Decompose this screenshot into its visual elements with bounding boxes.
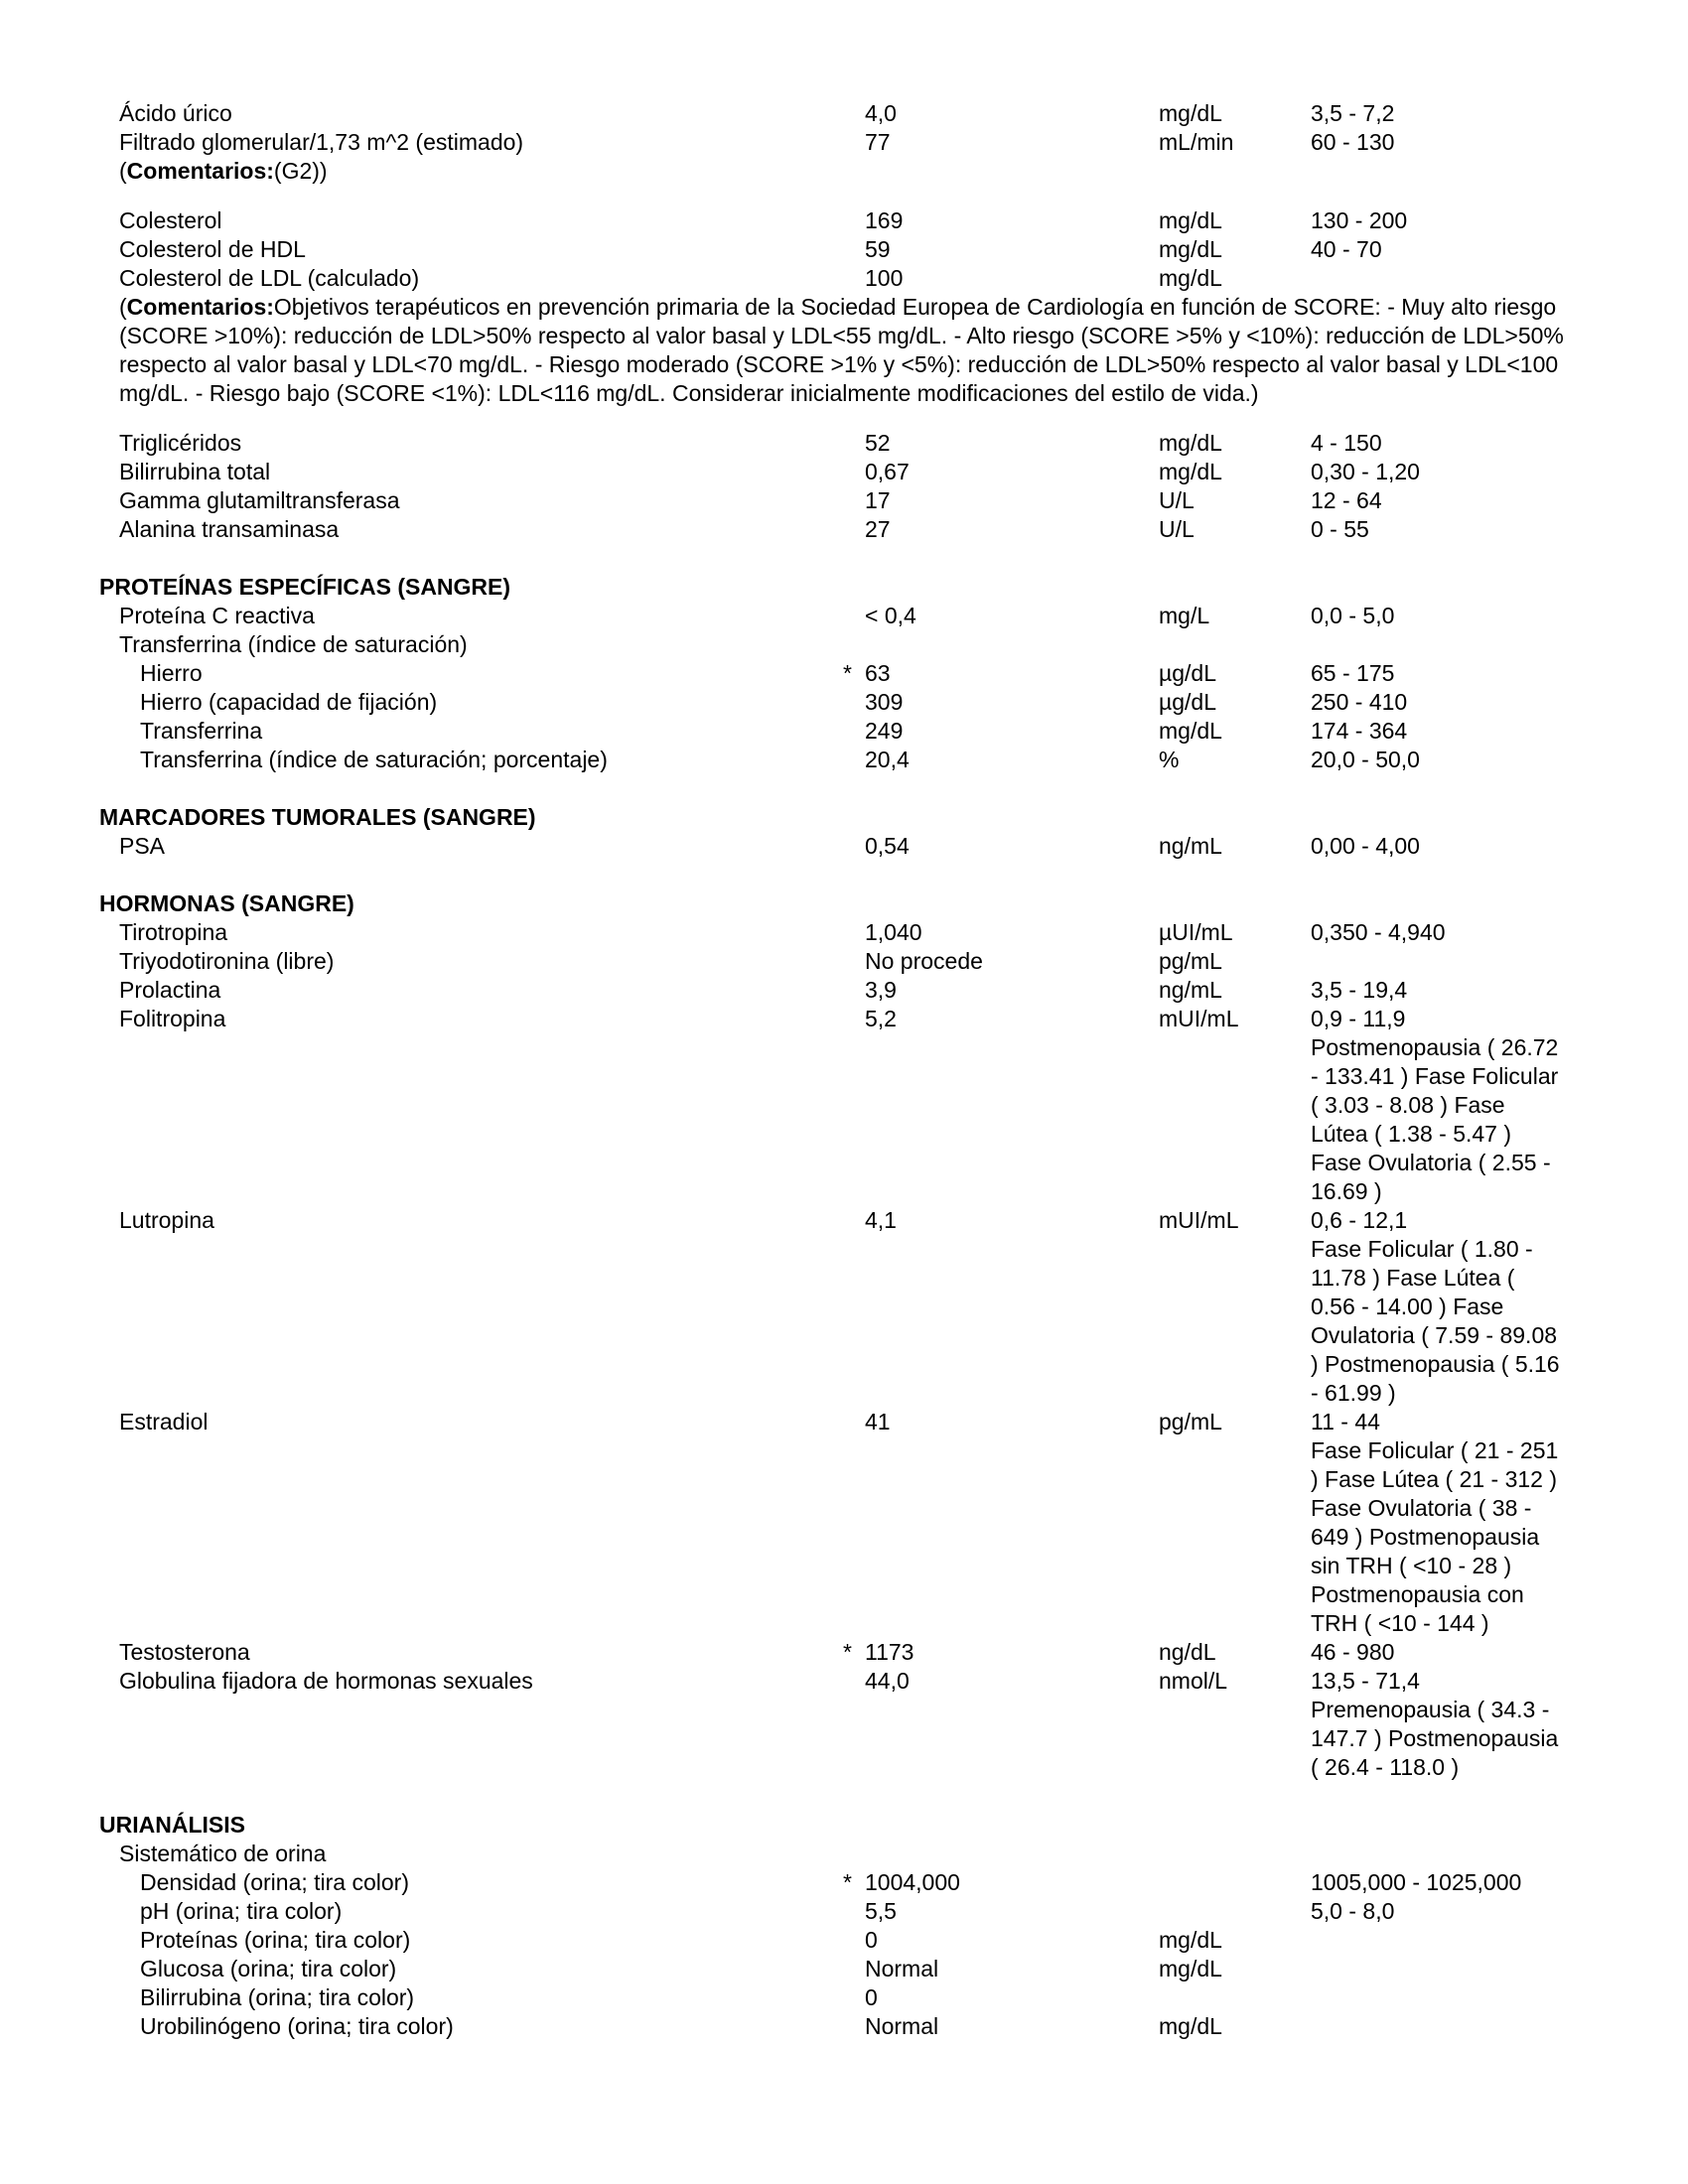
test-name: Bilirrubina total — [119, 459, 271, 484]
test-name: Glucosa (orina; tira color) — [140, 1956, 397, 1981]
result-unit: µg/dL — [1159, 660, 1217, 686]
reference-range: 0,00 - 4,00 — [1311, 833, 1420, 859]
reference-range: 174 - 364 — [1311, 718, 1408, 744]
result-value: 63 — [865, 660, 891, 686]
section-header-proteinas — [0, 573, 1688, 602]
section-proteinas — [0, 602, 1688, 774]
test-name: Estradiol — [119, 1409, 209, 1434]
section-title: URIANÁLISIS — [99, 1812, 245, 1838]
result-unit: mUI/mL — [1159, 1006, 1239, 1031]
reference-range-note: ) Fase Lútea ( 21 - 312 ) — [1311, 1466, 1558, 1492]
result-unit: mL/min — [1159, 129, 1234, 155]
result-row — [0, 1983, 1688, 2012]
result-unit: ng/mL — [1159, 977, 1222, 1003]
result-row — [0, 1840, 1688, 1868]
reference-range-note: sin TRH ( <10 - 28 ) — [1311, 1553, 1512, 1578]
reference-range-note: Ovulatoria ( 7.59 - 89.08 — [1311, 1322, 1558, 1348]
result-unit: mg/dL — [1159, 207, 1222, 233]
lab-report-page — [0, 99, 1688, 2041]
result-unit: ng/mL — [1159, 833, 1222, 859]
result-unit: mg/dL — [1159, 236, 1222, 262]
reference-range-note: Fase Folicular ( 21 - 251 — [1311, 1437, 1559, 1463]
result-row — [0, 746, 1688, 774]
reference-range: 3,5 - 19,4 — [1311, 977, 1408, 1003]
reference-range-note: Fase Folicular ( 1.80 - — [1311, 1236, 1533, 1262]
abnormal-flag: * — [843, 1639, 852, 1665]
result-unit: nmol/L — [1159, 1668, 1228, 1694]
result-value: 309 — [865, 689, 904, 715]
section-urianalisis — [0, 1840, 1688, 2041]
result-unit: mg/dL — [1159, 718, 1222, 744]
reference-range-note: Postmenopausia ( 26.72 — [1311, 1034, 1559, 1060]
result-unit: mg/L — [1159, 603, 1210, 628]
reference-range — [1311, 1667, 1594, 1782]
test-name: Colesterol — [119, 207, 222, 233]
result-value: 0,67 — [865, 459, 910, 484]
reference-range — [1311, 1005, 1594, 1206]
result-row — [0, 206, 1688, 235]
test-name: Folitropina — [119, 1006, 226, 1031]
reference-range: 0,350 - 4,940 — [1311, 919, 1446, 945]
result-row — [0, 1005, 1688, 1206]
result-value: 4,1 — [865, 1207, 897, 1233]
result-unit: mg/dL — [1159, 1927, 1222, 1953]
result-value: 20,4 — [865, 747, 910, 772]
reference-range — [1311, 1206, 1594, 1408]
result-unit: U/L — [1159, 487, 1195, 513]
result-value: 59 — [865, 236, 891, 262]
reference-range-note: 649 ) Postmenopausia — [1311, 1524, 1540, 1550]
result-row — [0, 630, 1688, 659]
section-header-marcadores — [0, 803, 1688, 832]
abnormal-flag: * — [843, 660, 852, 686]
section-title: HORMONAS (SANGRE) — [99, 890, 354, 916]
comment-ldl: (Comentarios:Objetivos terapéuticos en prevención primaria de la Sociedad Europea de Cardiología en función de SCORE: - Muy alto riesgo (SCORE >10%): reducción de LDL>50% respecto al valor basal y LDL<55 mg/dL. - Alto riesgo (SCORE >5% y <10%): reducción de LDL>50% respecto al valor basal y LDL<70 mg/dL. - Riesgo moderado (SCORE >1% y <5%): reducción de LDL>50% respecto al valor basal y LDL<100 mg/dL. - Riesgo bajo (SCORE <1%): LDL<116 mg/dL. Considerar inicialmente modificaciones del estilo de vida.) — [119, 294, 1564, 406]
result-value: 17 — [865, 487, 891, 513]
reference-range: 0 - 55 — [1311, 516, 1369, 542]
test-name: pH (orina; tira color) — [140, 1898, 343, 1924]
result-row — [0, 429, 1688, 458]
reference-range — [1311, 1408, 1594, 1638]
test-name: Filtrado glomerular/1,73 m^2 (estimado) — [119, 129, 524, 155]
result-row — [0, 1868, 1688, 1897]
test-name: PSA — [119, 833, 166, 859]
result-unit: mg/dL — [1159, 430, 1222, 456]
reference-range: 40 - 70 — [1311, 236, 1382, 262]
biochemistry-group-2 — [0, 206, 1688, 293]
result-unit: ng/dL — [1159, 1639, 1216, 1665]
result-row — [0, 1408, 1688, 1638]
reference-range-note: - 133.41 ) Fase Folicular — [1311, 1063, 1559, 1089]
result-value: < 0,4 — [865, 603, 916, 628]
test-name: Bilirrubina (orina; tira color) — [140, 1984, 415, 2010]
result-value: Normal — [865, 2013, 939, 2039]
test-name: Hierro — [140, 660, 203, 686]
reference-range: 130 - 200 — [1311, 207, 1408, 233]
reference-range: 3,5 - 7,2 — [1311, 100, 1395, 126]
result-row — [0, 458, 1688, 486]
result-value: 1,040 — [865, 919, 922, 945]
comment-gfr-text: (G2)) — [273, 158, 328, 184]
result-row — [0, 2012, 1688, 2041]
test-name: Gamma glutamiltransferasa — [119, 487, 400, 513]
reference-range-note: Fase Ovulatoria ( 38 - — [1311, 1495, 1532, 1521]
result-value: 52 — [865, 430, 891, 456]
result-value: 5,2 — [865, 1006, 897, 1031]
test-name: Transferrina (índice de saturación; porcentaje) — [140, 747, 608, 772]
result-unit: mg/dL — [1159, 265, 1222, 291]
section-title: PROTEÍNAS ESPECÍFICAS (SANGRE) — [99, 574, 511, 600]
reference-range: 46 - 980 — [1311, 1639, 1395, 1665]
reference-range-note: ) Postmenopausia ( 5.16 — [1311, 1351, 1560, 1377]
result-row — [0, 99, 1688, 128]
test-name: Testosterona — [119, 1639, 250, 1665]
section-marcadores — [0, 832, 1688, 861]
test-name: Ácido úrico — [119, 100, 232, 126]
test-name: Proteínas (orina; tira color) — [140, 1927, 411, 1953]
test-name: Transferrina — [140, 718, 263, 744]
test-name: Colesterol de LDL (calculado) — [119, 265, 420, 291]
reference-range-note: 11.78 ) Fase Lútea ( — [1311, 1265, 1515, 1291]
result-value: 169 — [865, 207, 904, 233]
reference-range-note: 16.69 ) — [1311, 1178, 1382, 1204]
reference-range-main: 11 - 44 — [1311, 1409, 1380, 1434]
result-unit: mg/dL — [1159, 100, 1222, 126]
reference-range: 5,0 - 8,0 — [1311, 1898, 1395, 1924]
result-value: 100 — [865, 265, 904, 291]
result-value: 77 — [865, 129, 891, 155]
reference-range: 4 - 150 — [1311, 430, 1382, 456]
test-name: Alanina transaminasa — [119, 516, 340, 542]
reference-range-note: Fase Ovulatoria ( 2.55 - — [1311, 1150, 1551, 1175]
result-value: 0,54 — [865, 833, 910, 859]
reference-range-note: ( 26.4 - 118.0 ) — [1311, 1754, 1460, 1780]
result-unit: µg/dL — [1159, 689, 1217, 715]
reference-range-main: 13,5 - 71,4 — [1311, 1668, 1420, 1694]
section-header-hormonas — [0, 889, 1688, 918]
result-value: 3,9 — [865, 977, 897, 1003]
reference-range-note: TRH ( <10 - 144 ) — [1311, 1610, 1489, 1636]
test-name: Colesterol de HDL — [119, 236, 306, 262]
reference-range-note: Postmenopausia con — [1311, 1581, 1524, 1607]
result-value: Normal — [865, 1956, 939, 1981]
comment-label: Comentarios: — [126, 294, 274, 320]
result-value: 27 — [865, 516, 891, 542]
test-name: Lutropina — [119, 1207, 214, 1233]
result-row — [0, 1667, 1688, 1782]
result-value: 0 — [865, 1984, 878, 2010]
result-row — [0, 688, 1688, 717]
test-name: Prolactina — [119, 977, 221, 1003]
result-unit: mUI/mL — [1159, 1207, 1239, 1233]
result-row — [0, 1206, 1688, 1408]
comment-label: Comentarios: — [126, 158, 274, 184]
result-unit: mg/dL — [1159, 459, 1222, 484]
result-unit: µUI/mL — [1159, 919, 1233, 945]
reference-range-note: Premenopausia ( 34.3 - — [1311, 1697, 1550, 1722]
test-name: Urobilinógeno (orina; tira color) — [140, 2013, 454, 2039]
result-row — [0, 918, 1688, 947]
result-value: 4,0 — [865, 100, 897, 126]
reference-range: 60 - 130 — [1311, 129, 1395, 155]
test-name: Proteína C reactiva — [119, 603, 315, 628]
result-value: 5,5 — [865, 1898, 897, 1924]
reference-range: 1005,000 - 1025,000 — [1311, 1869, 1522, 1895]
result-row — [0, 947, 1688, 976]
abnormal-flag: * — [843, 1869, 852, 1895]
result-row — [0, 832, 1688, 861]
reference-range-note: Lútea ( 1.38 - 5.47 ) — [1311, 1121, 1512, 1147]
result-value: 1173 — [865, 1639, 914, 1665]
test-name: Triyodotironina (libre) — [119, 948, 335, 974]
result-row — [0, 602, 1688, 630]
result-row — [0, 486, 1688, 515]
comment-ldl-text: Objetivos terapéuticos en prevención primaria de la Sociedad Europea de Cardiología en función de SCORE: - Muy alto riesgo (SCORE >10%): reducción de LDL>50% respecto al valor basal y LDL<55 mg/dL. - Alto riesgo (SCORE >5% y <10%): reducción de LDL>50% respecto al valor basal y LDL<70 mg/dL. - Riesgo moderado (SCORE >1% y <5%): reducción de LDL>50% respecto al valor basal y LDL<100 mg/dL. - Riesgo bajo (SCORE <1%): LDL<116 mg/dL. Considerar inicialmente modificaciones del estilo de vida.) — [119, 294, 1564, 406]
result-row — [0, 235, 1688, 264]
section-hormonas — [0, 918, 1688, 1782]
result-row — [0, 128, 1688, 157]
reference-range-note: 0.56 - 14.00 ) Fase — [1311, 1294, 1504, 1319]
test-name: Tirotropina — [119, 919, 228, 945]
reference-range-note: 147.7 ) Postmenopausia — [1311, 1725, 1559, 1751]
result-row — [0, 264, 1688, 293]
test-name: Triglicéridos — [119, 430, 242, 456]
result-unit: mg/dL — [1159, 1956, 1222, 1981]
result-unit: mg/dL — [1159, 2013, 1222, 2039]
reference-range-note: ( 3.03 - 8.08 ) Fase — [1311, 1092, 1505, 1118]
result-unit: pg/mL — [1159, 948, 1222, 974]
result-row — [0, 1955, 1688, 1983]
result-value: 1004,000 — [865, 1869, 960, 1895]
result-unit: pg/mL — [1159, 1409, 1222, 1434]
reference-range: 12 - 64 — [1311, 487, 1382, 513]
reference-range: 20,0 - 50,0 — [1311, 747, 1420, 772]
test-name: Globulina fijadora de hormonas sexuales — [119, 1668, 533, 1694]
reference-range-main: 0,9 - 11,9 — [1311, 1006, 1406, 1031]
result-value: 249 — [865, 718, 904, 744]
result-row — [0, 1638, 1688, 1667]
comment-gfr: (Comentarios:(G2)) — [119, 158, 328, 184]
result-unit: U/L — [1159, 516, 1195, 542]
result-row — [0, 976, 1688, 1005]
reference-range: 0,0 - 5,0 — [1311, 603, 1395, 628]
section-header-urianalisis — [0, 1811, 1688, 1840]
reference-range: 250 - 410 — [1311, 689, 1408, 715]
result-row — [0, 515, 1688, 544]
biochemistry-group-1 — [0, 99, 1688, 157]
result-unit: % — [1159, 747, 1180, 772]
section-title: MARCADORES TUMORALES (SANGRE) — [99, 804, 536, 830]
result-value: No procede — [865, 948, 983, 974]
result-value: 44,0 — [865, 1668, 910, 1694]
reference-range-main: 0,6 - 12,1 — [1311, 1207, 1408, 1233]
result-row — [0, 1897, 1688, 1926]
reference-range: 65 - 175 — [1311, 660, 1395, 686]
reference-range: 0,30 - 1,20 — [1311, 459, 1420, 484]
test-name: Sistemático de orina — [119, 1841, 327, 1866]
result-value: 0 — [865, 1927, 878, 1953]
test-name: Densidad (orina; tira color) — [140, 1869, 410, 1895]
test-name: Hierro (capacidad de fijación) — [140, 689, 438, 715]
result-row — [0, 717, 1688, 746]
test-name: Transferrina (índice de saturación) — [119, 631, 468, 657]
result-row — [0, 659, 1688, 688]
result-value: 41 — [865, 1409, 891, 1434]
reference-range-note: - 61.99 ) — [1311, 1380, 1396, 1406]
biochemistry-group-3 — [0, 429, 1688, 544]
result-row — [0, 1926, 1688, 1955]
